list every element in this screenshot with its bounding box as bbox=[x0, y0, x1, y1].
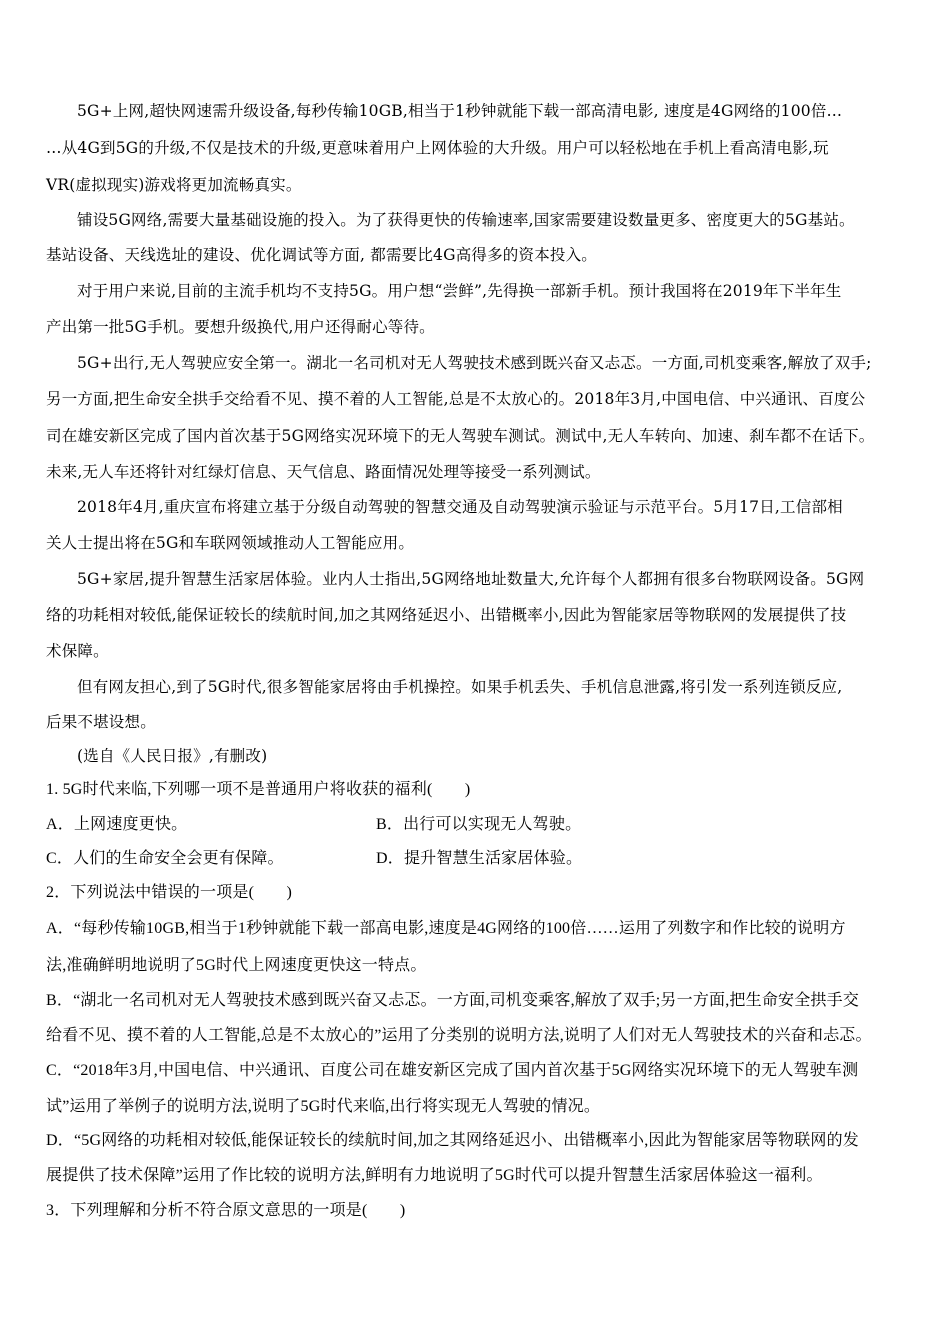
article-p4-line4: 未来,无人车还将针对红绿灯信息、天气信息、路面情况处理等接受一系列测试。 bbox=[46, 463, 601, 481]
question-2-option-b-line2: 给看不见、摸不着的人工智能,总是不太放心的”运用了分类别的说明方法,说明了人们对无人驾驶技术的兴奋和忐忑。 bbox=[46, 1027, 872, 1044]
question-2-option-d-line1: D．“5G网络的功耗相对较低,能保证较长的续航时间,加之其网络延迟小、出错概率小,因此为智能家居等物联网的发 bbox=[46, 1132, 860, 1149]
article-p6-line3: 术保障。 bbox=[46, 642, 109, 660]
question-1-option-d: D．提升智慧生活家居体验。 bbox=[376, 850, 583, 867]
article-p4-line3: 司在雄安新区完成了国内首次基于5G网络实况环境下的无人驾驶车测试。测试中,无人车转向、加速、刹车都不在话下。 bbox=[46, 427, 875, 445]
article-p1-line3: VR(虚拟现实)游戏将更加流畅真实。 bbox=[46, 176, 302, 194]
article-p4-line1: 5G+出行,无人驾驶应安全第一。湖北一名司机对无人驾驶技术感到既兴奋又忐忑。一方面,司机变乘客,解放了双手; bbox=[77, 354, 872, 372]
question-2-option-a-line2: 法,准确鲜明地说明了5G时代上网速度更快这一特点。 bbox=[46, 957, 427, 974]
question-1-option-c: C．人们的生命安全会更有保障。 bbox=[46, 850, 284, 867]
question-2-option-c-line2: 试”运用了举例子的说明方法,说明了5G时代来临,出行将实现无人驾驶的情况。 bbox=[46, 1098, 601, 1115]
article-p1-line2: …从4G到5G的升级,不仅是技术的升级,更意味着用户上网体验的大升级。用户可以轻松地在手机上看高清电影,玩 bbox=[46, 139, 829, 157]
article-p7-line1: 但有网友担心,到了5G时代,很多智能家居将由手机操控。如果手机丢失、手机信息泄露,将引发一系列连锁反应, bbox=[77, 678, 843, 696]
question-3-stem: 3．下列理解和分析不符合原文意思的一项是( ) bbox=[46, 1202, 406, 1219]
article-p3-line1: 对于用户来说,目前的主流手机均不支持5G。用户想“尝鲜”,先得换一部新手机。预计我国将在2019年下半年生 bbox=[77, 282, 842, 300]
article-p6-line1: 5G+家居,提升智慧生活家居体验。业内人士指出,5G网络地址数量大,允许每个人都拥有很多台物联网设备。5G网 bbox=[77, 570, 865, 588]
article-p2-line2: 基站设备、天线选址的建设、优化调试等方面, 都需要比4G高得多的资本投入。 bbox=[46, 246, 597, 264]
question-2-option-a-line1: A．“每秒传输10GB,相当于1秒钟就能下载一部高电影,速度是4G网络的100倍……运用了列数字和作比较的说明方 bbox=[46, 920, 846, 937]
article-p6-line2: 络的功耗相对较低,能保证较长的续航时间,加之其网络延迟小、出错概率小,因此为智能家居等物联网的发展提供了技 bbox=[46, 606, 847, 624]
article-p1-line1: 5G+上网,超快网速需升级设备,每秒传输10GB,相当于1秒钟就能下载一部高清电影, 速度是4G网络的100倍… bbox=[77, 102, 843, 120]
question-2-option-c-line1: C．“2018年3月,中国电信、中兴通讯、百度公司在雄安新区完成了国内首次基于5G网络实况环境下的无人驾驶车测 bbox=[46, 1062, 859, 1079]
question-2-stem: 2．下列说法中错误的一项是( ) bbox=[46, 884, 293, 901]
article-source: (选自《人民日报》,有删改) bbox=[77, 747, 268, 765]
article-p4-line2: 另一方面,把生命安全拱手交给看不见、摸不着的人工智能,总是不太放心的。2018年3月,中国电信、中兴通讯、百度公 bbox=[46, 390, 866, 408]
question-1-option-b: B．出行可以实现无人驾驶。 bbox=[376, 816, 582, 833]
article-p5-line2: 关人士提出将在5G和车联网领域推动人工智能应用。 bbox=[46, 534, 415, 552]
article-p3-line2: 产出第一批5G手机。要想升级换代,用户还得耐心等待。 bbox=[46, 318, 435, 336]
article-p2-line1: 铺设5G网络,需要大量基础设施的投入。为了获得更快的传输速率,国家需要建设数量更多、密度更大的5G基站。 bbox=[77, 211, 855, 229]
article-p5-line1: 2018年4月,重庆宣布将建立基于分级自动驾驶的智慧交通及自动驾驶演示验证与示范平台。5月17日,工信部相 bbox=[77, 498, 843, 516]
question-2-option-d-line2: 展提供了技术保障”运用了作比较的说明方法,鲜明有力地说明了5G时代可以提升智慧生活家居体验这一福利。 bbox=[46, 1167, 823, 1184]
article-p7-line2: 后果不堪设想。 bbox=[46, 713, 156, 731]
question-1-stem: 1. 5G时代来临,下列哪一项不是普通用户将收获的福利( ) bbox=[46, 781, 471, 798]
question-2-option-b-line1: B．“湖北一名司机对无人驾驶技术感到既兴奋又忐忑。一方面,司机变乘客,解放了双手;另一方面,把生命安全拱手交 bbox=[46, 992, 860, 1009]
question-1-option-a: A．上网速度更快。 bbox=[46, 816, 188, 833]
